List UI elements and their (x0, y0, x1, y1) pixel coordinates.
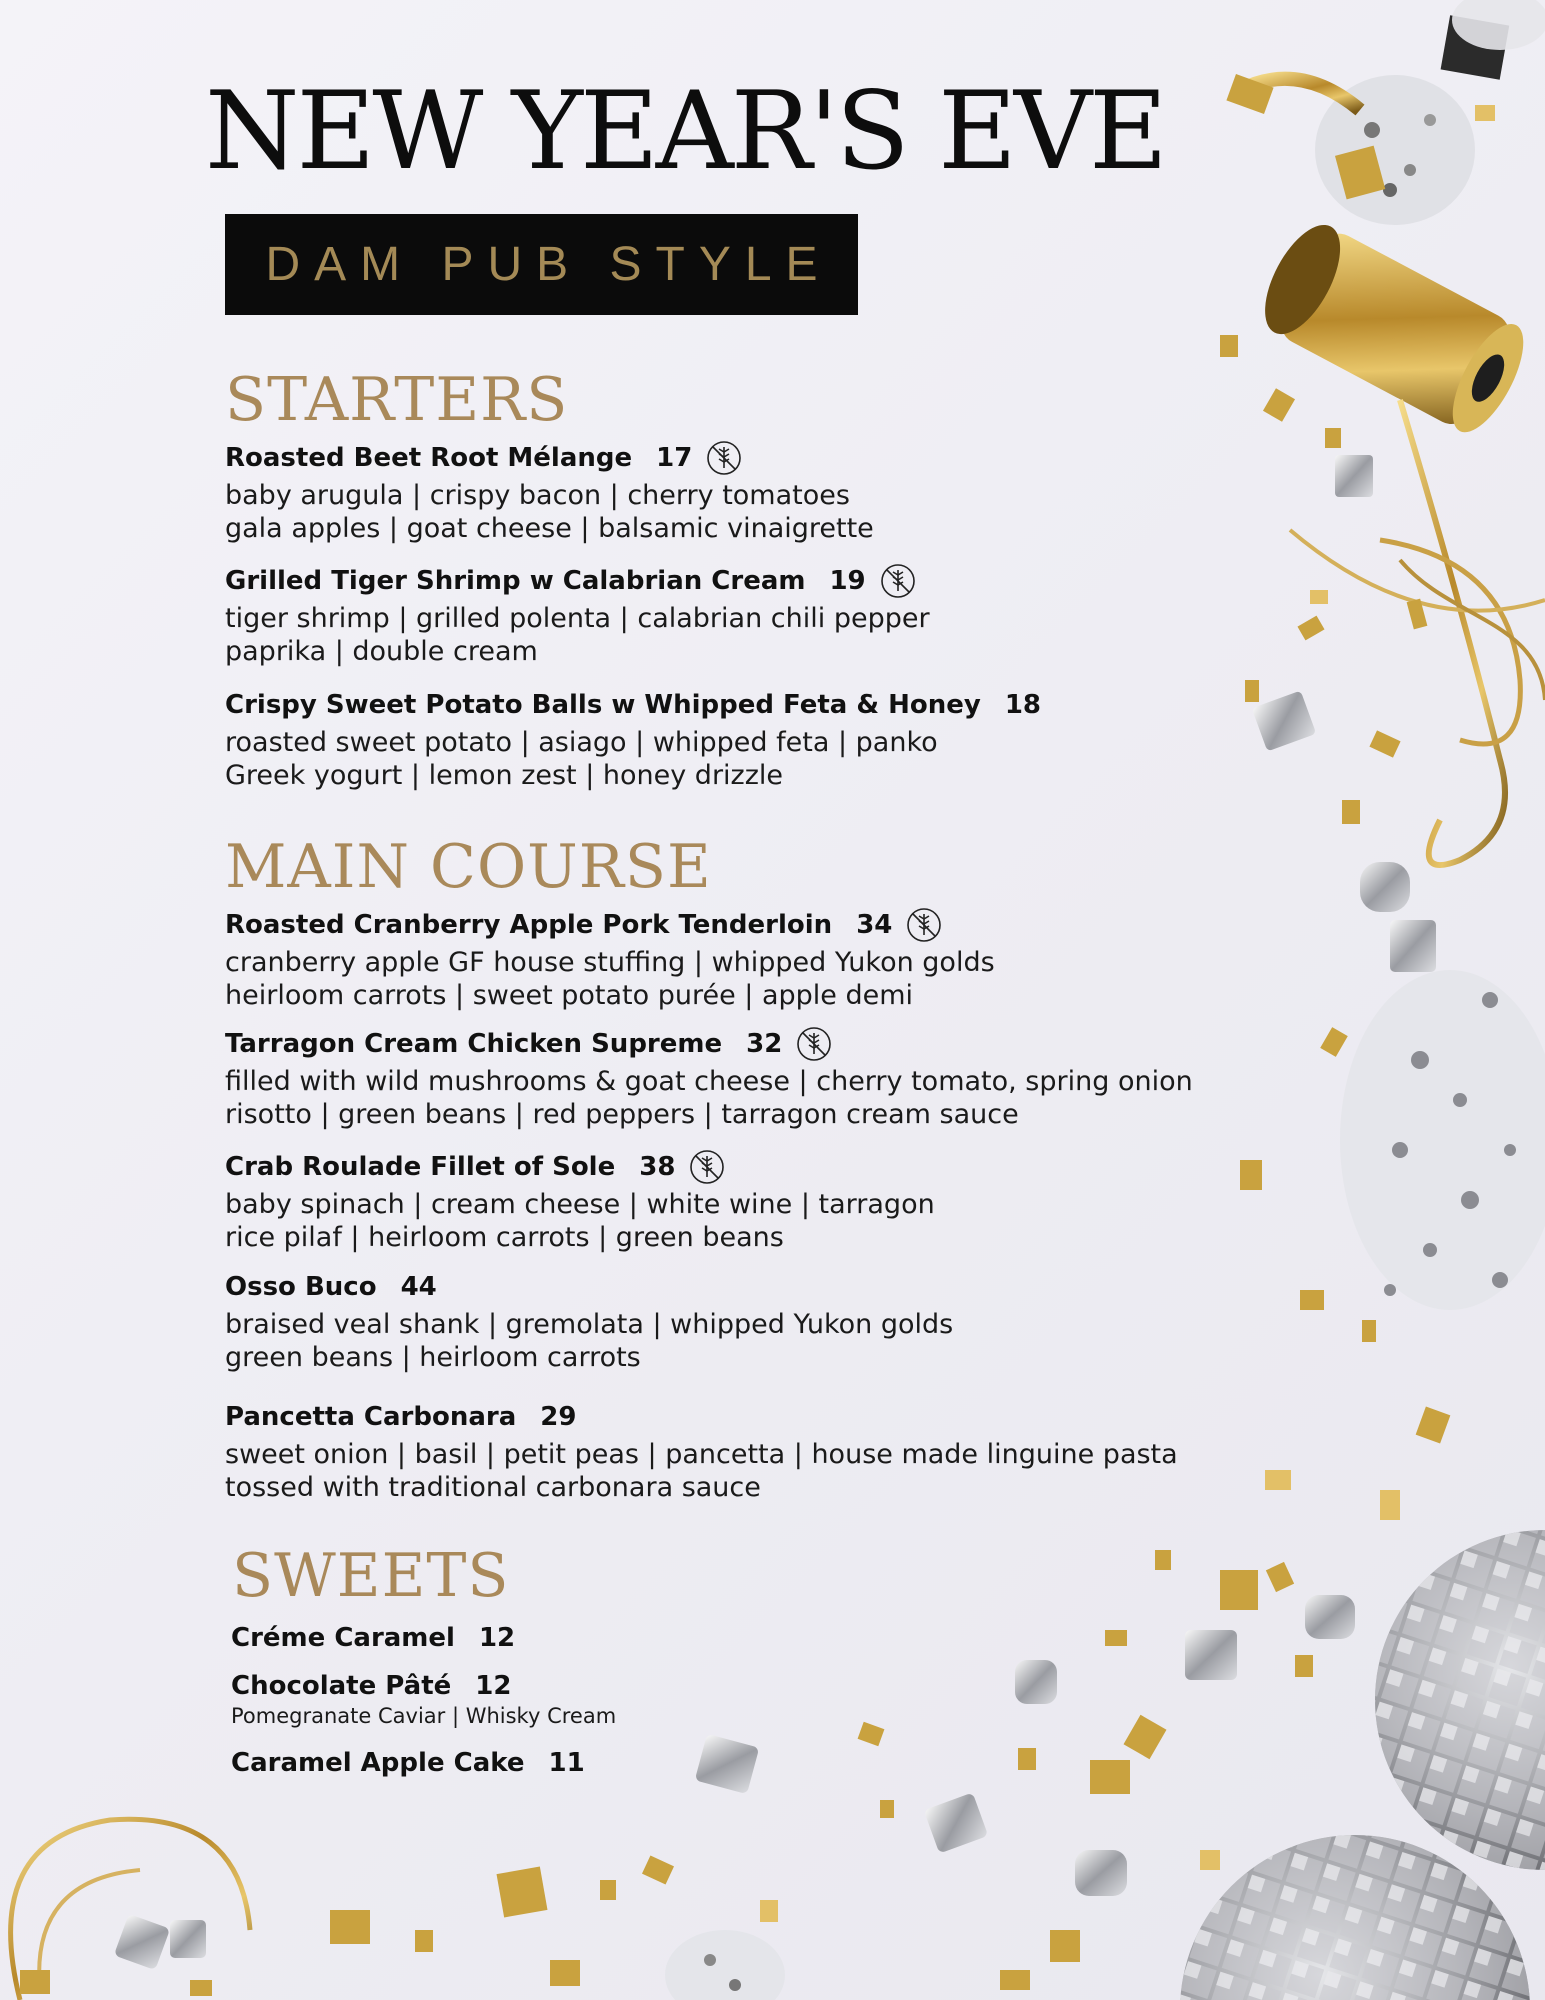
item-name: Pancetta Carbonara (225, 1402, 517, 1432)
item-name: Caramel Apple Cake (231, 1748, 525, 1778)
item-description-line: tiger shrimp | grilled polenta | calabrian chili pepper (225, 603, 930, 634)
item-description-line: gala apples | goat cheese | balsamic vinaigrette (225, 513, 874, 544)
gluten-free-icon (796, 1026, 832, 1062)
gluten-free-icon (880, 563, 916, 599)
menu-item (231, 1621, 1231, 1655)
menu-item (231, 1746, 1231, 1780)
item-name: Roasted Beet Root Mélange (225, 443, 633, 473)
item-description-line: rice pilaf | heirloom carrots | green beans (225, 1222, 784, 1253)
menu-item (225, 1150, 1225, 1254)
item-name: Crispy Sweet Potato Balls w Whipped Feta & Honey (225, 690, 981, 720)
item-description-line: tossed with traditional carbonara sauce (225, 1472, 761, 1503)
sweets-heading: SWEETS (232, 1541, 510, 1611)
item-description-line: cranberry apple GF house stuffing | whipped Yukon golds (225, 947, 995, 978)
gluten-free-icon (906, 907, 942, 943)
item-description-line: paprika | double cream (225, 636, 538, 667)
item-name: Tarragon Cream Chicken Supreme (225, 1029, 723, 1059)
menu-item (225, 908, 1225, 1012)
starters-heading: STARTERS (225, 365, 569, 435)
gluten-free-icon (706, 440, 742, 476)
item-name: Créme Caramel (231, 1623, 455, 1653)
item-price: 29 (540, 1402, 577, 1432)
menu-item (225, 564, 1225, 668)
item-price: 38 (639, 1152, 676, 1182)
item-description-line: heirloom carrots | sweet potato purée | apple demi (225, 980, 914, 1011)
menu-title: NEW YEAR'S EVE (205, 69, 1165, 194)
subtitle-banner (225, 214, 858, 315)
menu-item (225, 1027, 1225, 1131)
item-name: Chocolate Pâté (231, 1671, 452, 1701)
menu-item (225, 1270, 1225, 1374)
item-name: Grilled Tiger Shrimp w Calabrian Cream (225, 566, 806, 596)
item-description-line: baby arugula | crispy bacon | cherry tomatoes (225, 480, 850, 511)
item-description-line: risotto | green beans | red peppers | tarragon cream sauce (225, 1099, 1019, 1130)
item-name: Crab Roulade Fillet of Sole (225, 1152, 616, 1182)
item-description-line: baby spinach | cream cheese | white wine | tarragon (225, 1189, 935, 1220)
item-description-line: green beans | heirloom carrots (225, 1342, 641, 1373)
subtitle-text: DAM PUB STYLE (265, 238, 832, 291)
item-price: 12 (475, 1671, 512, 1701)
item-price: 32 (746, 1029, 783, 1059)
menu-item (225, 1400, 1225, 1504)
menu-item (225, 441, 1225, 545)
gluten-free-icon (689, 1149, 725, 1185)
item-name: Osso Buco (225, 1272, 377, 1302)
item-price: 12 (478, 1623, 516, 1653)
item-price: 44 (400, 1272, 437, 1302)
menu-item (231, 1669, 1231, 1729)
menu-item (225, 688, 1225, 792)
item-name: Roasted Cranberry Apple Pork Tenderloin (225, 910, 833, 940)
item-price: 11 (548, 1748, 585, 1778)
item-description-line: filled with wild mushrooms & goat cheese | cherry tomato, spring onion (225, 1066, 1193, 1097)
item-description-line: roasted sweet potato | asiago | whipped feta | panko (225, 727, 938, 758)
item-description-line: sweet onion | basil | petit peas | pancetta | house made linguine pasta (225, 1439, 1178, 1470)
main-course-heading: MAIN COURSE (225, 832, 712, 902)
item-price: 34 (856, 910, 893, 940)
item-description-line: braised veal shank | gremolata | whipped Yukon golds (225, 1309, 954, 1340)
item-price: 19 (829, 566, 866, 596)
item-description-line: Greek yogurt | lemon zest | honey drizzle (225, 760, 784, 791)
item-price: 18 (1004, 690, 1042, 720)
item-description-line: Pomegranate Caviar | Whisky Cream (231, 1704, 617, 1728)
item-price: 17 (656, 443, 693, 473)
